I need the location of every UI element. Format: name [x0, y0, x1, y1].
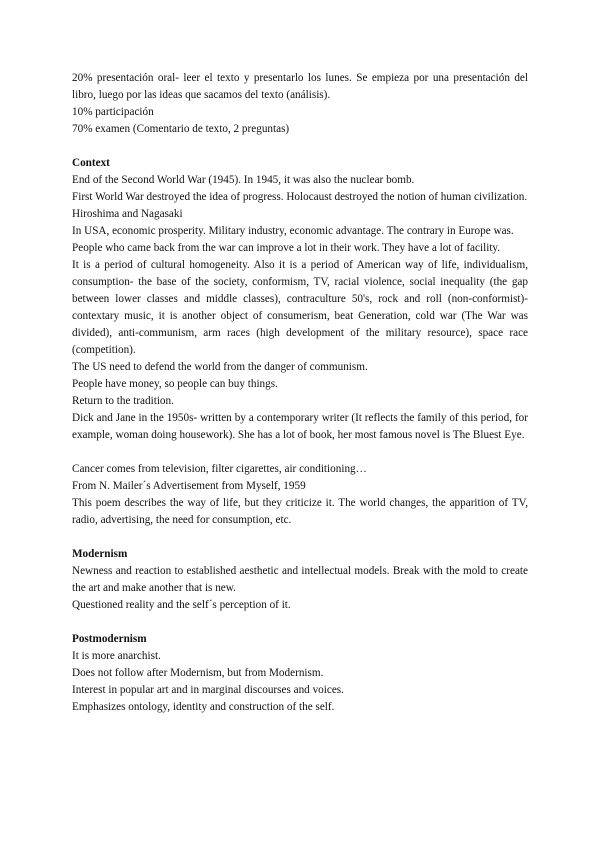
paragraph: This poem describes the way of life, but they criticize it. The world changes, the apparition of TV, radio, advertising, the need for consumption, etc. [72, 497, 528, 526]
section-heading: Context [72, 157, 110, 169]
paragraph: Does not follow after Modernism, but from Modernism. [72, 667, 324, 679]
section-heading: Modernism [72, 548, 128, 560]
paragraph: Hiroshima and Nagasaki [72, 208, 183, 220]
paragraph: End of the Second World War (1945). In 1945, it was also the nuclear bomb. [72, 174, 415, 186]
paragraph: People who came back from the war can improve a lot in their work. They have a lot of facility. [72, 242, 501, 254]
section-heading: Postmodernism [72, 633, 147, 645]
document-page [72, 70, 528, 716]
paragraph: From N. Mailer´s Advertisement from Myself, 1959 [72, 480, 306, 492]
poem-section [72, 461, 528, 529]
paragraph: The US need to defend the world from the danger of communism. [72, 361, 368, 373]
spacer [72, 529, 528, 546]
modernism-section [72, 546, 528, 614]
paragraph: First World War destroyed the idea of progress. Holocaust destroyed the notion of human civilization. [72, 191, 528, 203]
grading-line: 70% examen (Comentario de texto, 2 preguntas) [72, 123, 290, 135]
spacer [72, 138, 528, 155]
paragraph: Dick and Jane in the 1950s- written by a contemporary writer (It reflects the family of this period, for example, woman doing housework). She has a lot of book, her most famous novel is The Bluest Eye. [72, 412, 528, 441]
paragraph: Newness and reaction to established aesthetic and intellectual models. Break with the mold to create the art and make another that is new. [72, 565, 528, 594]
grading-line: 10% participación [72, 106, 154, 118]
spacer [72, 614, 528, 631]
paragraph: Cancer comes from television, filter cigarettes, air conditioning… [72, 463, 367, 475]
paragraph: Return to the tradition. [72, 395, 174, 407]
grading-section [72, 70, 528, 138]
paragraph: People have money, so people can buy things. [72, 378, 278, 390]
spacer [72, 444, 528, 461]
paragraph: It is more anarchist. [72, 650, 161, 662]
paragraph: Interest in popular art and in marginal discourses and voices. [72, 684, 344, 696]
paragraph: Questioned reality and the self´s perception of it. [72, 599, 291, 611]
postmodernism-section [72, 631, 528, 716]
paragraph: It is a period of cultural homogeneity. Also it is a period of American way of life, individualism, consumption- the base of the society, conformism, TV, racial violence, social inequality (the gap between lower classes and middle classes), contraculture 50's, rock and roll (non-conformist)- contextary music, it is another object of consumerism, beat Generation, cold war (The War was divided), anti-communism, arm races (high development of the military resource), space race (competition). [72, 259, 528, 356]
paragraph: Emphasizes ontology, identity and construction of the self. [72, 701, 335, 713]
paragraph: In USA, economic prosperity. Military industry, economic advantage. The contrary in Europe was. [72, 225, 514, 237]
context-section [72, 155, 528, 444]
grading-line: 20% presentación oral- leer el texto y presentarlo los lunes. Se empieza por una presentación del libro, luego por las ideas que sacamos del texto (análisis). [72, 72, 528, 101]
